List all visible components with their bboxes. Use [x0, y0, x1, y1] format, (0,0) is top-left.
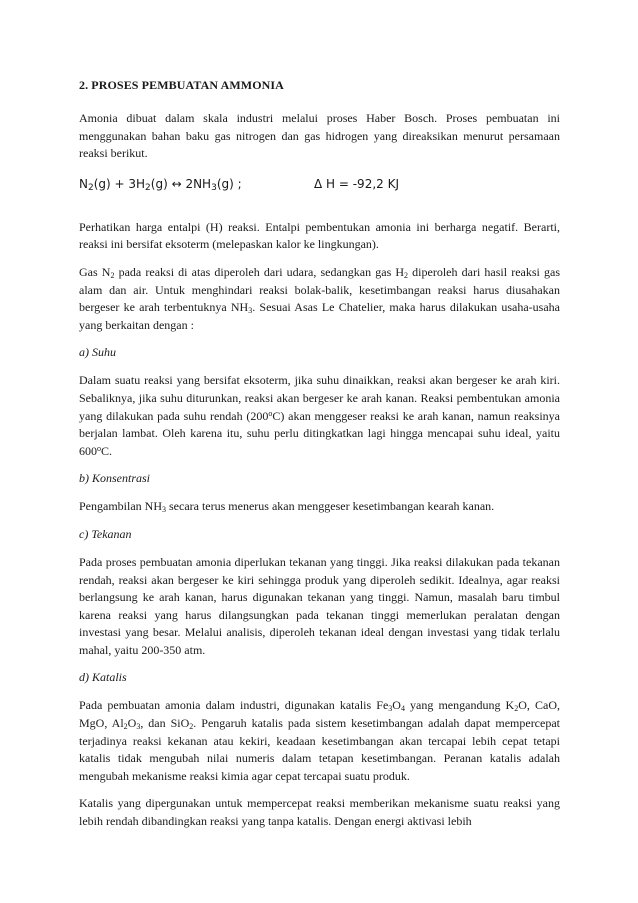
gas-source-paragraph: Gas $N_2$ pada reaksi di atas diperoleh dari udara, sedangkan gas $H_2$ diperoleh dari hasil reaksi gas alam dan air. Untuk menghindari reaksi bolak-balik, kesetimbangan reaksi harus diusahakan bergeser ke arah terbentuknya $NH_3$. Sesuai Asas Le Chatelier, maka harus dilakukan usaha-usaha yang berkaitan dengan :: [79, 264, 561, 332]
subheading-konsentrasi: b) Konsentrasi: [79, 471, 151, 486]
katalis-paragraph: Pada pembuatan amonia dalam industri, digunakan katalis $Fe_3O_4$ yang mengandung $K_2O$, CaO, MgO, $Al_2O_3$, dan SiO$_2$. Pengaruh katalis pada sistem kesetimbangan adalah dapat mempercepat terjadinya reaksi kekanan atau kekiri, keadaan kesetimbangan akan tercapai lebih cepat tetapi katalis tidak mengubah nilai numeris dalam tetapan kesetimbangan. Peranan katalis adalah mengubah mekanisme reaksi kimia agar cepat tercapai suatu produk.: [79, 698, 560, 783]
subheading-suhu: a) Suhu: [79, 345, 116, 360]
enthalpy-paragraph: Perhatikan harga entalpi (H) reaksi. Entalpi pembentukan amonia ini berharga negatif. Berarti, reaksi ini bersifat eksoterm (melepaskan kalor ke lingkungan).: [79, 219, 560, 252]
konsentrasi-paragraph: Pengambilan $NH_3$ secara terus menerus akan menggeser kesetimbangan kearah kanan.: [79, 499, 495, 515]
closing-paragraph: Katalis yang dipergunakan untuk mempercepat reaksi memberikan mekanisme suatu reaksi yang lebih rendah dibandingkan reaksi yang tanpa katalis. Dengan energi aktivasi lebih: [79, 796, 560, 829]
intro-paragraph: Amonia dibuat dalam skala industri melalui proses Haber Bosch. Proses pembuatan ini menggunakan bahan baku gas nitrogen dan gas hidrogen yang direaksikan menurut persamaan reaksi berikut.: [79, 111, 560, 161]
equation-formula: $N_2(g) + 3H_2(g)$ ↔ $2NH_3(g)$ ;: [79, 176, 242, 193]
subheading-tekanan: c) Tekanan: [79, 526, 132, 541]
reaction-equation: [79, 177, 560, 201]
suhu-paragraph: Dalam suatu reaksi yang bersifat eksoterm, jika suhu dinaikkan, reaksi akan bergeser ke arah kiri. Sebaliknya, jika suhu diturunkan, reaksi akan bergeser ke arah kanan. Reaksi pembentukan amonia yang dilakukan pada suhu rendah (200$^o$C) akan menggeser reaksi ke arah kanan, namun reaksinya berjalan lambat. Oleh karena itu, suhu perlu ditingkatkan lagi hingga mencapai suhu ideal, yaitu 600$^o$C.: [79, 373, 560, 458]
page-content: [79, 77, 560, 841]
subheading-katalis: d) Katalis: [79, 670, 127, 685]
tekanan-paragraph: Pada proses pembuatan amonia diperlukan tekanan yang tinggi. Jika reaksi dilakukan pada tekanan rendah, reaksi akan bergeser ke kiri sehingga produk yang diperoleh sedikit. Idealnya, agar reaksi berlangsung ke arah kanan, harus digunakan tekanan yang tinggi. Namun, masalah baru timbul karena reaksi yang harus dilangsungkan pada tekanan tinggi memerlukan peralatan dengan investasi yang besar. Melalui analisis, diperoleh tekanan ideal dengan investasi yang tidak terlalu mahal, yaitu 200-350 atm.: [79, 554, 560, 657]
section-heading: 2. PROSES PEMBUATAN AMMONIA: [79, 78, 284, 92]
enthalpy-value: Δ H = -92,2 KJ: [314, 176, 400, 191]
